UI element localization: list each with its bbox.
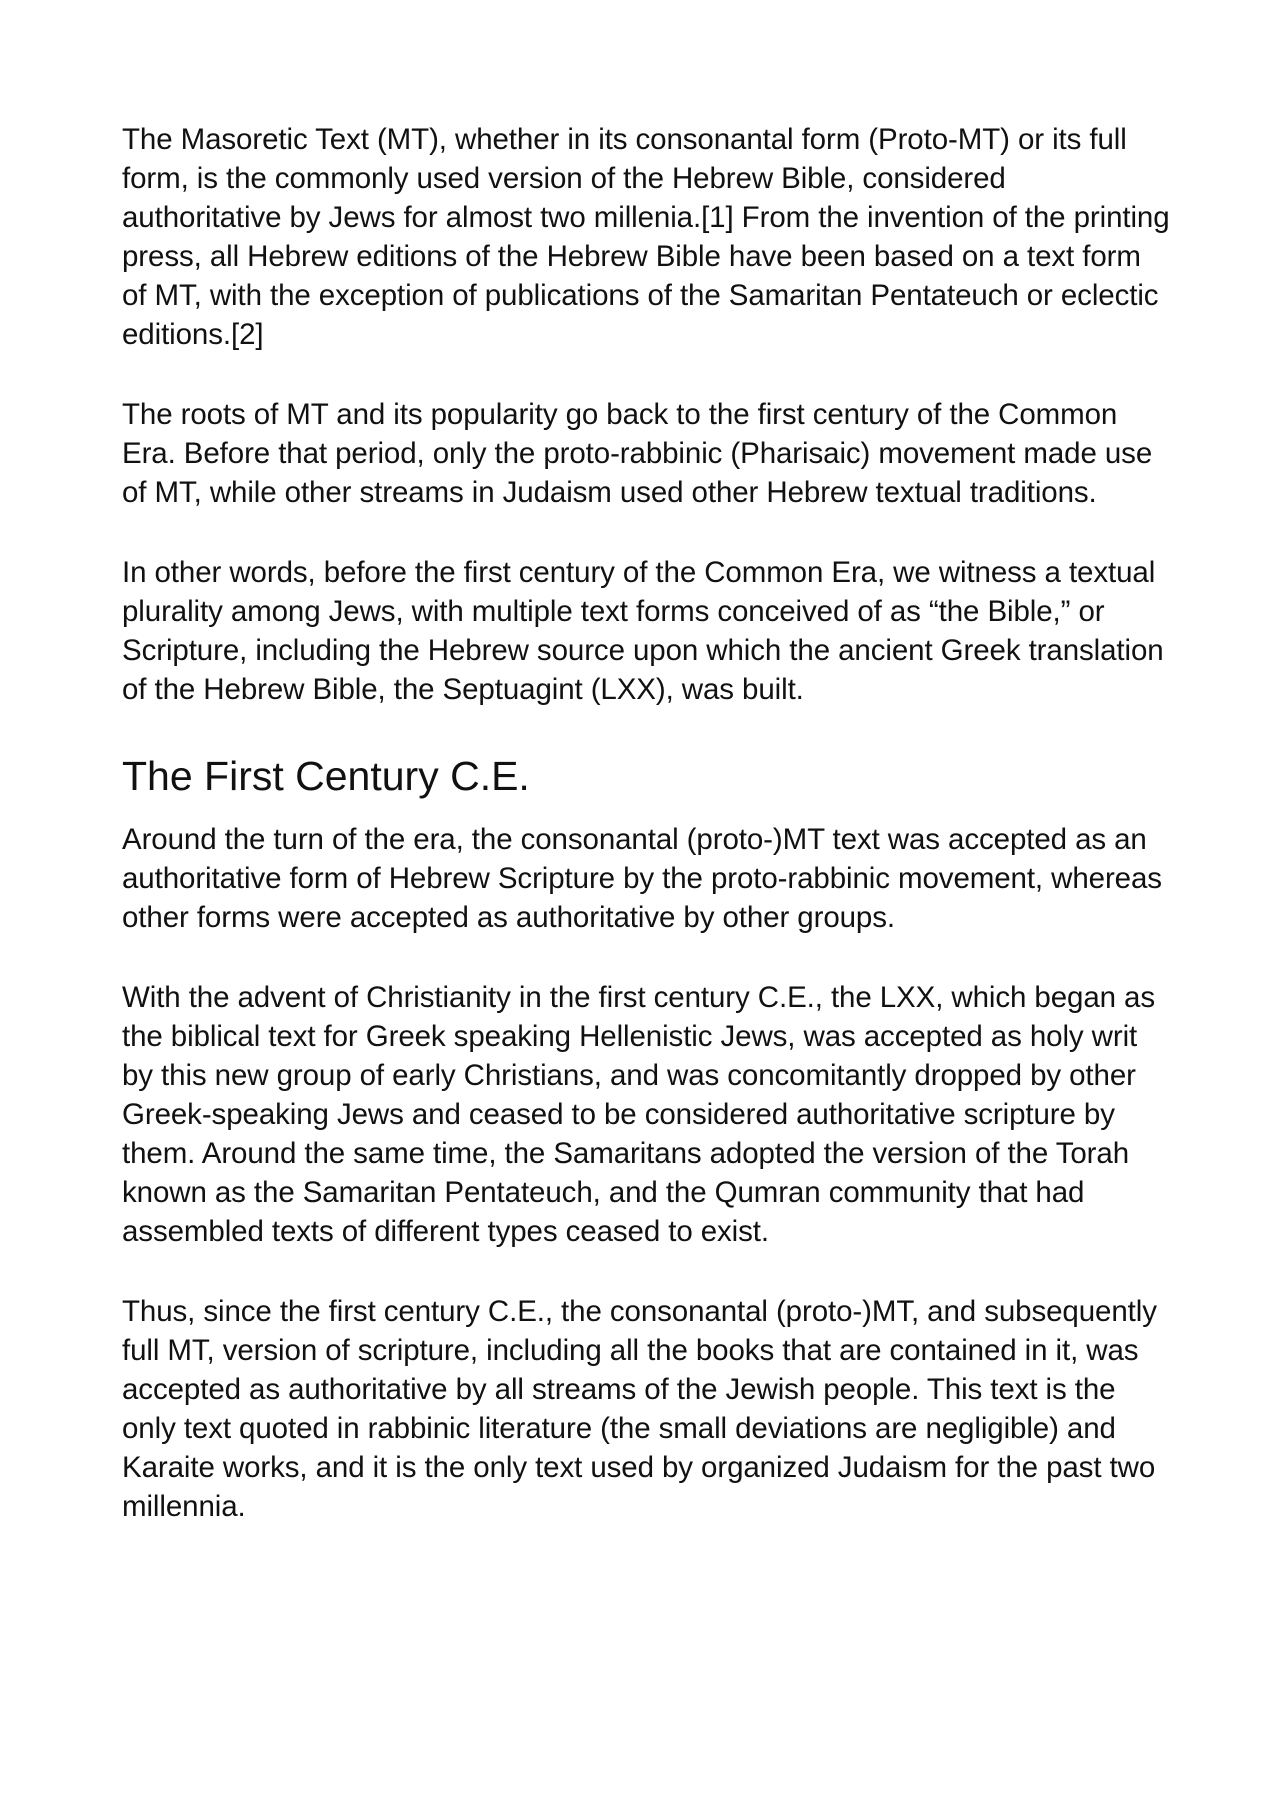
intro-paragraph-2: The roots of MT and its popularity go back to the first century of the Common Era. Before that period, only the proto-rabbinic (Pharisaic) movement made use of MT, while other streams in Judaism used other Hebrew textual traditions. — [122, 398, 1153, 509]
section-paragraph-2: With the advent of Christianity in the first century C.E., the LXX, which began as the biblical text for Greek speaking Hellenistic Jews, was accepted as holy writ by this new group of early Christians, and was concomitantly dropped by other Greek-speaking Jews and ceased to be considered authoritative scripture by them. Around the same time, the Samaritans adopted the version of the Torah known as the Samaritan Pentateuch, and the Qumran community that had assembled texts of different types ceased to exist. — [122, 981, 1156, 1248]
section-paragraph-1: Around the turn of the era, the consonantal (proto-)MT text was accepted as an authoritative form of Hebrew Scripture by the proto-rabbinic movement, whereas other forms were accepted as authoritative by other groups. — [122, 823, 1162, 934]
section-paragraph-3: Thus, since the first century C.E., the consonantal (proto-)MT, and subsequently full MT, version of scripture, including all the books that are contained in it, was accepted as authoritative by all streams of the Jewish people. This text is the only text quoted in rabbinic literature (the small deviations are negligible) and Karaite works, and it is the only text used by organized Judaism for the past two millennia. — [122, 1295, 1157, 1523]
intro-paragraph-1: The Masoretic Text (MT), whether in its consonantal form (Proto-MT) or its full form, is the commonly used version of the Hebrew Bible, considered authoritative by Jews for almost two millenia.[1] From the invention of the printing press, all Hebrew editions of the Hebrew Bible have been based on a text form of MT, with the exception of publications of the Samaritan Pentateuch or eclectic editions.[2] — [122, 123, 1170, 351]
intro-paragraph-3: In other words, before the first century of the Common Era, we witness a textual plurality among Jews, with multiple text forms conceived of as “the Bible,” or Scripture, including the Hebrew source upon which the ancient Greek translation of the Hebrew Bible, the Septuagint (LXX), was built. — [122, 556, 1164, 706]
section-heading: The First Century C.E. — [122, 753, 530, 799]
document-page — [122, 120, 1172, 1567]
